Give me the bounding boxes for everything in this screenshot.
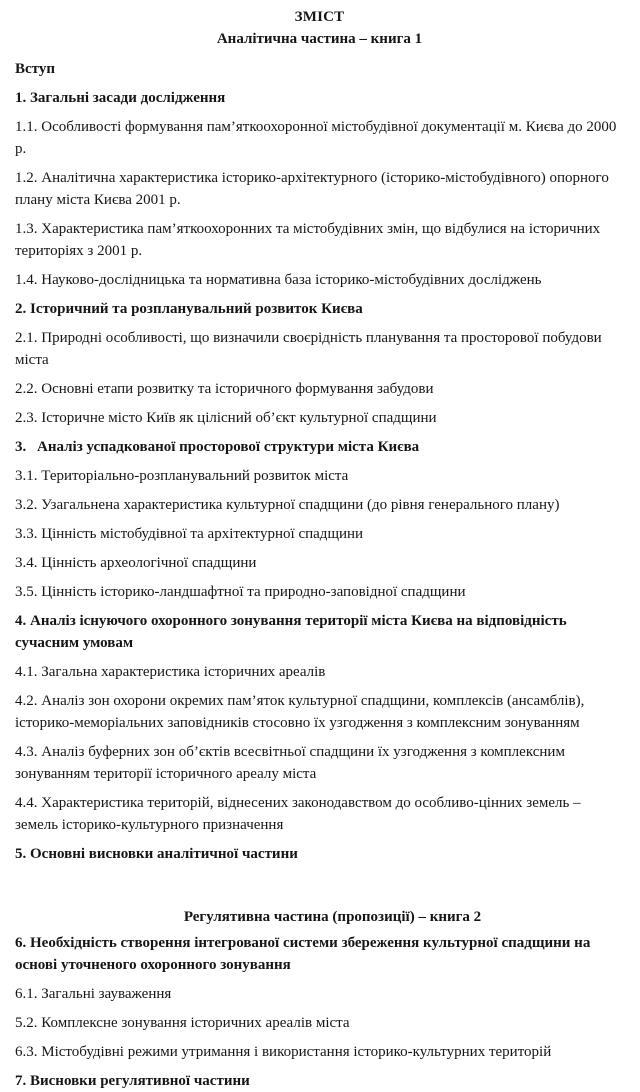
toc-entry-label: 2. Історичний та розпланувальний розвиток Києва [15,301,363,317]
toc-entry-label: 4.2. Аналіз зон охорони окремих пам’яток культурної спадщини, комплексів (ансамблів), історико-меморіальних заповідників стосовно їх узгодження з комплексним зонуванням [15,693,585,731]
toc-entry-label: 6.1. Загальні зауваження [15,986,172,1002]
toc-entry[interactable] [15,378,624,400]
toc-entry-label: 6.3. Містобудівні режими утримання і використання історико-культурних територій [15,1044,552,1060]
toc-list-part-2 [15,932,624,1092]
toc-entry[interactable] [15,792,624,836]
toc-entry-label: 3.3. Цінність містобудівної та архітектурної спадщини [15,526,364,542]
toc-entry[interactable] [15,167,624,211]
toc-entry-label: 1.1. Особливості формування пам’яткоохоронної містобудівної документації м. Києва до 2000 р. [15,119,617,157]
toc-entry-label: 3.4. Цінність археологічної спадщини [15,555,257,571]
toc-entry[interactable] [15,1070,624,1092]
toc-entry-label: 6. Необхідність створення інтегрованої системи збереження культурної спадщини на основі уточненого охоронного зонування [15,935,591,973]
toc-entry[interactable] [15,523,624,545]
toc-entry[interactable] [15,610,624,654]
toc-entry-label: 3.1. Територіально-розпланувальний розвиток міста [15,468,349,484]
toc-entry[interactable] [15,327,624,371]
toc-entry[interactable] [15,218,624,262]
toc-entry[interactable] [15,436,624,458]
toc-entry-label: 7. Висновки регулятивної частини [15,1073,250,1089]
toc-entry-number: 3. [15,439,27,455]
toc-entry-label: 2.3. Історичне місто Київ як цілісний об’єкт культурної спадщини [15,410,437,426]
part-2-heading: Регулятивна частина (пропозиції) – книга 2 [183,909,482,925]
toc-entry[interactable] [15,661,624,683]
toc-entry-label: 5.2. Комплексне зонування історичних ареалів міста [15,1015,350,1031]
toc-entry-label: 1.2. Аналітична характеристика історико-архітектурного (історико-містобудівного) опорного плану міста Києва 2001 р. [15,170,609,208]
toc-entry-label: 3.2. Узагальнена характеристика культурної спадщини (до рівня генерального плану) [15,497,560,513]
toc-entry-label: 1.4. Науково-дослідницька та нормативна база історико-містобудівних досліджень [15,272,542,288]
toc-entry[interactable] [15,932,624,976]
toc-entry[interactable] [15,116,624,160]
toc-entry[interactable] [15,581,624,603]
toc-entry-label: 3.5. Цінність історико-ландшафтної та природно-заповідної спадщини [15,584,466,600]
toc-entry-label: Аналіз успадкованої просторової структури міста Києва [37,439,420,455]
toc-entry[interactable] [15,58,624,80]
toc-entry-label: 5. Основні висновки аналітичної частини [15,846,298,862]
toc-entry-label: 1. Загальні засади дослідження [15,90,226,106]
toc-entry-label: 4.4. Характеристика територій, віднесених законодавством до особливо-цінних земель – земель історико-культурного призначення [15,795,581,833]
toc-entry[interactable] [15,1041,624,1063]
toc-entry[interactable] [15,465,624,487]
page-title: ЗМІСТ [294,9,345,25]
toc-entry[interactable] [15,494,624,516]
toc-entry[interactable] [15,690,624,734]
toc-entry[interactable] [15,843,624,865]
toc-entry-label: Вступ [15,61,55,77]
toc-entry-label: 2.2. Основні етапи розвитку та історичного формування забудови [15,381,434,397]
part-separator [15,872,624,906]
toc-entry[interactable] [15,983,624,1005]
document-subtitle: Аналітична частина – книга 1 [216,31,423,47]
toc-entry[interactable] [15,1012,624,1034]
toc-entry-label: 2.1. Природні особливості, що визначили своєрідність планування та просторової побудови міста [15,330,602,368]
toc-entry[interactable] [15,552,624,574]
toc-entry[interactable] [15,407,624,429]
toc-entry-label: 4. Аналіз існуючого охоронного зонування території міста Києва на відповідність сучасним умовам [15,613,567,651]
toc-entry[interactable] [15,87,624,109]
toc-entry-label: 1.3. Характеристика пам’яткоохоронних та містобудівних змін, що відбулися на історичних територіях з 2001 р. [15,221,601,259]
toc-list-part-1 [15,58,624,865]
toc-entry-label: 4.3. Аналіз буферних зон об’єктів всесвітньої спадщини їх узгодження з комплексним зонуванням території історичного ареалу міста [15,744,565,782]
toc-entry[interactable] [15,741,624,785]
toc-entry-label: 4.1. Загальна характеристика історичних ареалів [15,664,326,680]
toc-entry[interactable] [15,269,624,291]
toc-entry[interactable] [15,298,624,320]
